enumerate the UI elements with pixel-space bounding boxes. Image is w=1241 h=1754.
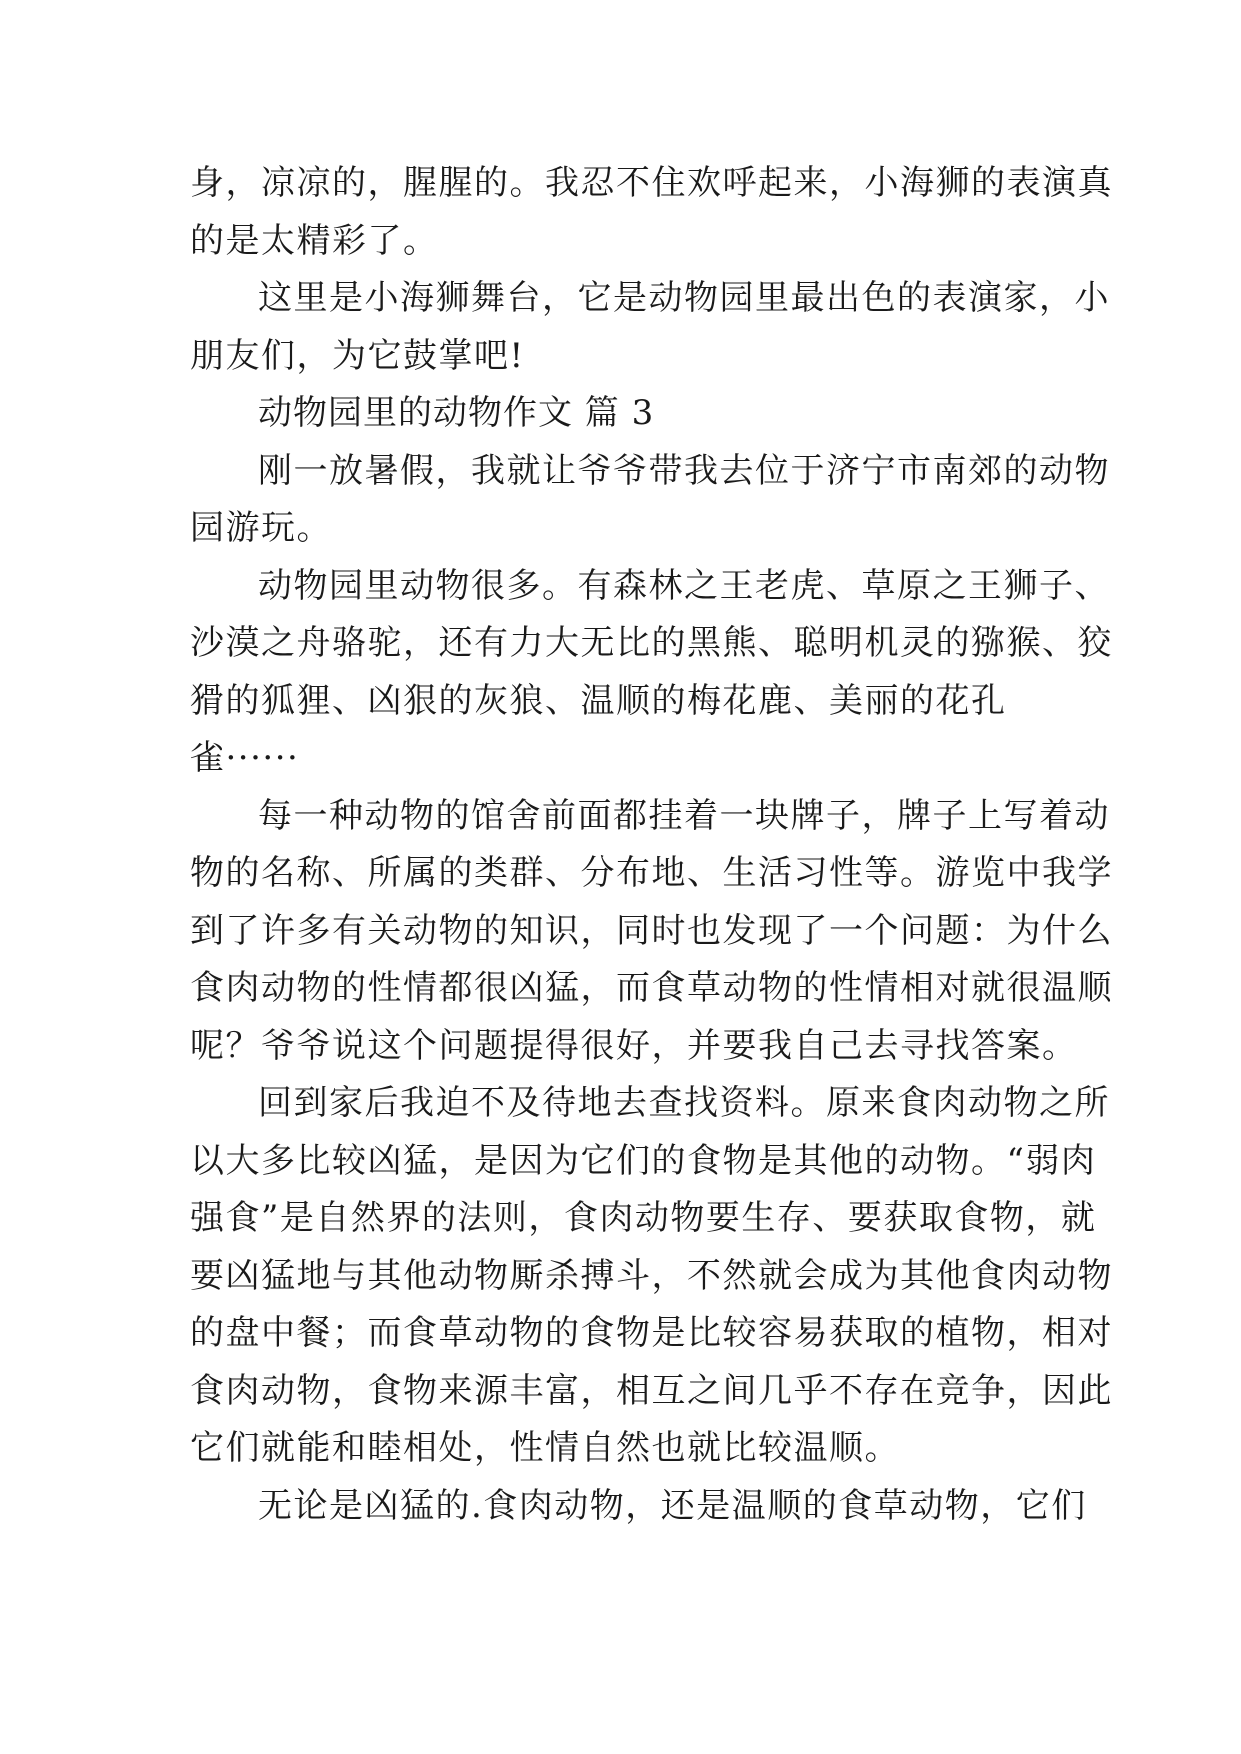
text-line: 朋友们，为它鼓掌吧! — [190, 335, 525, 376]
paragraph-start-line: 无论是凶猛的.食肉动物，还是温顺的食草动物，它们 — [258, 1485, 1087, 1526]
section-heading: 动物园里的动物作文 篇 3 — [258, 393, 655, 433]
text-line: 强食”是自然界的法则，食肉动物要生存、要获取食物，就 — [190, 1198, 1097, 1238]
text-line: 要凶猛地与其他动物厮杀搏斗，不然就会成为其他食肉动物 — [190, 1255, 1113, 1296]
paragraph-start-line: 这里是小海狮舞台，它是动物园里最出色的表演家，小 — [258, 278, 1110, 318]
text-line: 雀······ — [190, 738, 300, 778]
text-line: 食肉动物，食物来源丰富，相互之间几乎不存在竞争，因此 — [190, 1370, 1113, 1411]
text-line: 它们就能和睦相处，性情自然也就比较温顺。 — [190, 1428, 900, 1468]
text-line: 食肉动物的性情都很凶猛，而食草动物的性情相对就很温顺 — [190, 968, 1113, 1008]
essay-text — [190, 155, 1113, 1535]
text-line: 猾的狐狸、凶狠的灰狼、温顺的梅花鹿、美丽的花孔 — [190, 680, 1007, 721]
paragraph-start-line: 刚一放暑假，我就让爷爷带我去位于济宁市南郊的动物 — [258, 450, 1110, 491]
text-line: 园游玩。 — [190, 508, 332, 548]
text-line: 到了许多有关动物的知识，同时也发现了一个问题：为什么 — [190, 910, 1113, 951]
text-line: 的是太精彩了。 — [190, 220, 439, 261]
text-line: 身，凉凉的，腥腥的。我忍不住欢呼起来，小海狮的表演真 — [190, 163, 1113, 203]
text-line: 呢？爷爷说这个问题提得很好，并要我自己去寻找答案。 — [190, 1025, 1078, 1066]
paragraph-start-line: 每一种动物的馆舍前面都挂着一块牌子，牌子上写着动 — [258, 795, 1110, 836]
text-line: 沙漠之舟骆驼，还有力大无比的黑熊、聪明机灵的猕猴、狡 — [190, 623, 1113, 663]
text-line: 以大多比较凶猛，是因为它们的食物是其他的动物。“弱肉 — [190, 1140, 1097, 1181]
paragraph-start-line: 动物园里动物很多。有森林之王老虎、草原之王狮子、 — [258, 565, 1110, 606]
paragraph-start-line: 回到家后我迫不及待地去查找资料。原来食肉动物之所 — [258, 1083, 1110, 1123]
text-line: 物的名称、所属的类群、分布地、生活习性等。游览中我学 — [190, 853, 1113, 893]
text-line: 的盘中餐；而食草动物的食物是比较容易获取的植物，相对 — [190, 1313, 1113, 1353]
